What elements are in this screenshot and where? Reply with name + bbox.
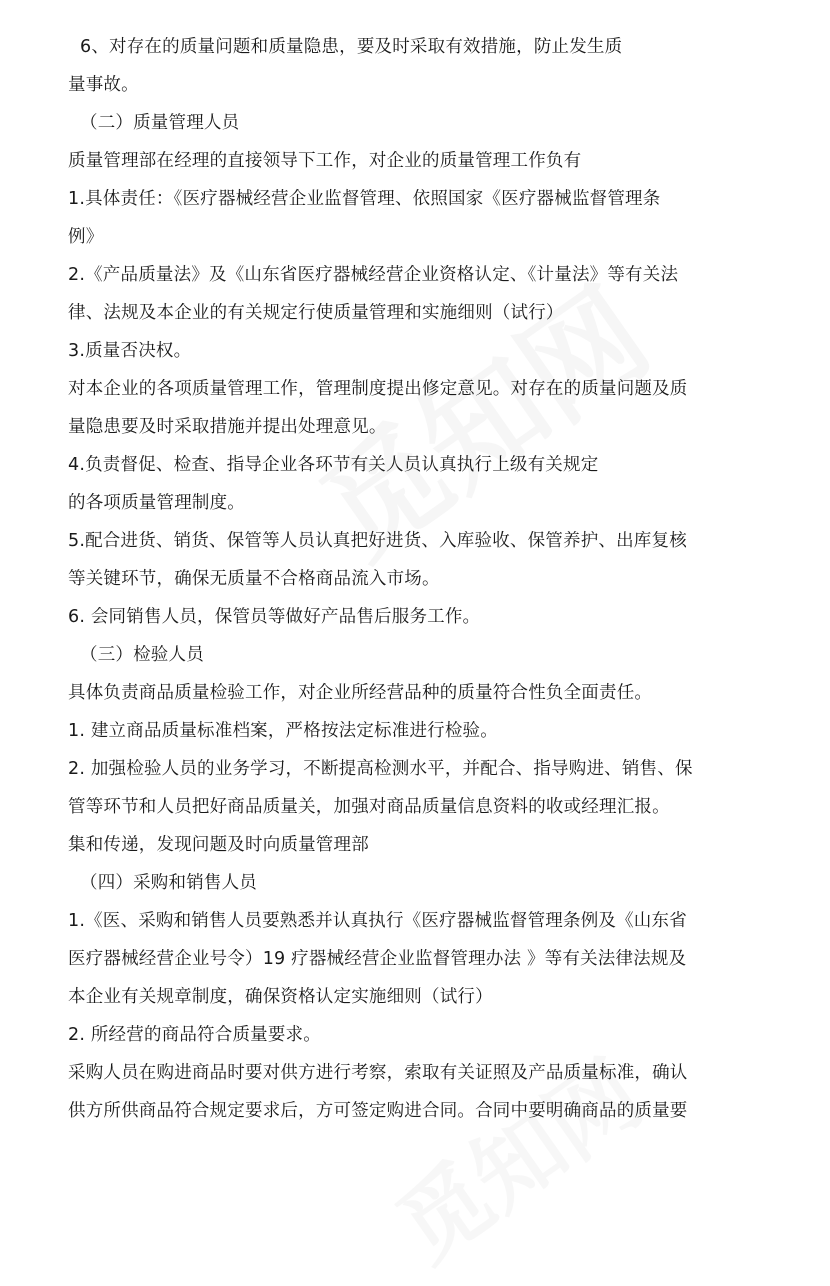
- text-line: 6. 会同销售人员，保管员等做好产品售后服务工作。: [68, 607, 481, 627]
- text-line: 6、对存在的质量问题和质量隐患，要及时采取有效措施，防止发生质: [80, 37, 623, 57]
- text-line: 2. 所经营的商品符合质量要求。: [68, 1025, 321, 1045]
- text-line: 4.负责督促、检查、指导企业各环节有关人员认真执行上级有关规定: [68, 455, 599, 475]
- text-line: 本企业有关规章制度，确保资格认定实施细则（试行）: [68, 987, 493, 1007]
- section-heading: （二）质量管理人员: [80, 113, 240, 133]
- text-line: 医疗器械经营企业号令）19 疗器械经营企业监督管理办法 》等有关法律法规及: [68, 949, 687, 969]
- text-line: 量事故。: [68, 75, 139, 95]
- text-line: 2. 加强检验人员的业务学习，不断提高检测水平，并配合、指导购进、销售、保: [68, 759, 693, 779]
- section-heading: （三）检验人员: [80, 645, 204, 665]
- text-line: 的各项质量管理制度。: [68, 493, 245, 513]
- text-line: 对本企业的各项质量管理工作，管理制度提出修定意见。对存在的质量问题及质: [68, 379, 688, 399]
- text-line: 等关键环节，确保无质量不合格商品流入市场。: [68, 569, 440, 589]
- text-line: 采购人员在购进商品时要对供方进行考察，索取有关证照及产品质量标准，确认: [68, 1063, 688, 1083]
- text-line: 1.《医、采购和销售人员要熟悉并认真执行《医疗器械监督管理条例及《山东省: [68, 911, 687, 931]
- text-line: 2.《产品质量法》及《山东省医疗器械经营企业资格认定、《计量法》等有关法: [68, 265, 679, 285]
- text-line: 律、法规及本企业的有关规定行使质量管理和实施细则（试行）: [68, 303, 564, 323]
- text-line: 1. 建立商品质量标准档案，严格按法定标准进行检验。: [68, 721, 498, 741]
- text-line: 5.配合进货、销货、保管等人员认真把好进货、入库验收、保管养护、出库复核: [68, 531, 687, 551]
- text-line: 量隐患要及时采取措施并提出处理意见。: [68, 417, 387, 437]
- text-line: 具体负责商品质量检验工作，对企业所经营品种的质量符合性负全面责任。: [68, 683, 653, 703]
- text-line: 3.质量否决权。: [68, 341, 192, 361]
- text-line: 集和传递，发现问题及时向质量管理部: [68, 835, 369, 855]
- text-line: 质量管理部在经理的直接领导下工作，对企业的质量管理工作负有: [68, 151, 582, 171]
- text-line: 1.具体责任：《医疗器械经营企业监督管理、依照国家《医疗器械监督管理条: [68, 189, 661, 209]
- text-line: 供方所供商品符合规定要求后，方可签定购进合同。合同中要明确商品的质量要: [68, 1101, 688, 1121]
- text-line: 管等环节和人员把好商品质量关，加强对商品质量信息资料的收或经理汇报。: [68, 797, 670, 817]
- section-heading: （四）采购和销售人员: [80, 873, 257, 893]
- text-line: 例》: [68, 227, 104, 247]
